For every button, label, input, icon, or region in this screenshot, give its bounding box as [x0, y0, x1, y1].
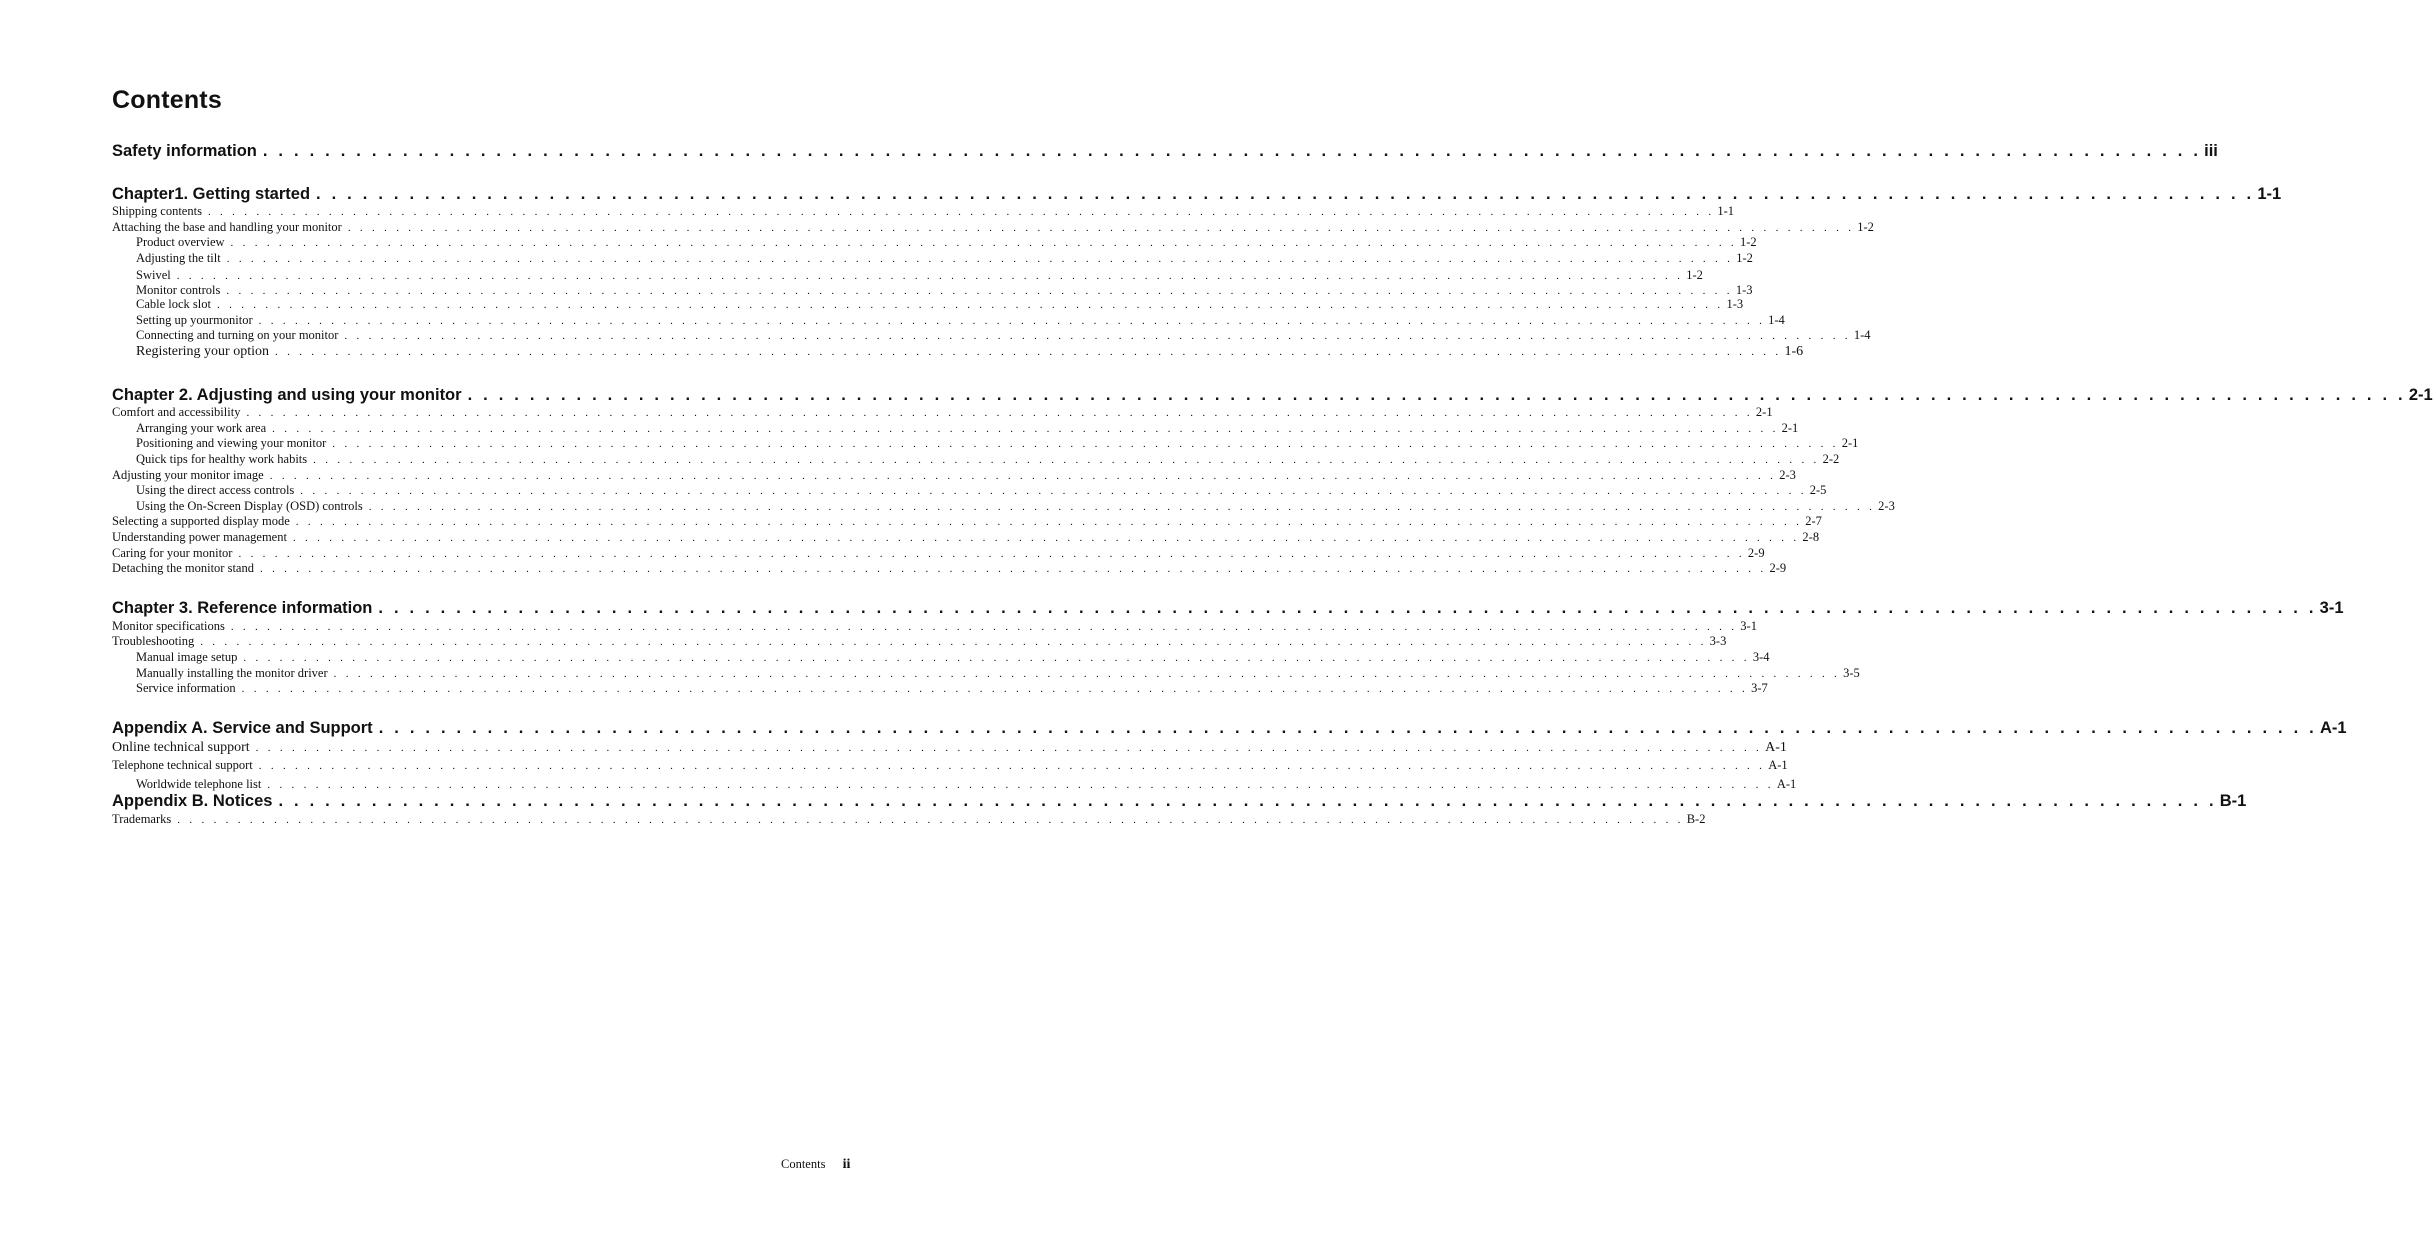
toc-entry[interactable]: [112, 268, 1703, 283]
toc-label: Selecting a supported display mode: [112, 514, 290, 528]
toc-page-number: 3-5: [1843, 666, 1860, 680]
toc-label: Cable lock slot: [136, 297, 211, 311]
toc-page-number: 3-7: [1751, 681, 1768, 695]
toc-label: Online technical support: [112, 740, 250, 755]
dot-leader: . . . . . . . . . . . . . . . . . . . . . . . . . . . . . . . . . . . . . . . . . . . . . . . . . . . . . . . . . . . . . . . . . . . . . . . . . . . . . . . . . . . . . . . . . . . . . . . . . . . . . . . . . . . . . . . . . . . . . . . . . . . . .: [368, 501, 1876, 513]
toc-page-number: 3-4: [1752, 650, 1770, 664]
toc-label: Monitor specifications: [112, 619, 225, 633]
toc-entry[interactable]: [112, 514, 1822, 529]
toc-page-number: 2-3: [1779, 468, 1796, 482]
toc-page-number: 1-1: [2257, 185, 2282, 203]
dot-leader: . . . . . . . . . . . . . . . . . . . . . . . . . . . . . . . . . . . . . . . . . . . . . . . . . . . . . . . . . . . . . . . . . . . . . . . . . . . . . . . . . . . . . . . . . . . . . . . . . . . . . . . . . . . . . . . . . . . . . . . . . . . . .: [217, 299, 1724, 311]
toc-entry[interactable]: [112, 283, 1753, 298]
toc-label: Registering your option: [136, 344, 269, 359]
toc-label: Using the On-Screen Display (OSD) controls: [136, 499, 363, 513]
toc-label: Safety information: [112, 142, 257, 160]
toc-label: Using the direct access controls: [136, 483, 295, 497]
dot-leader: . . . . . . . . . . . . . . . . . . . . . . . . . . . . . . . . . . . . . . . . . . . . . . . . . . . . . . . . . . . . . . . . . . . . . . . . . . . . . . . . . . . . . . . . . . . . . . . . . . . . . . . . . . . . . . . . . . . . . . . . . . . . .: [262, 142, 2202, 160]
toc-label: Comfort and accessibility: [112, 405, 241, 419]
dot-leader: . . . . . . . . . . . . . . . . . . . . . . . . . . . . . . . . . . . . . . . . . . . . . . . . . . . . . . . . . . . . . . . . . . . . . . . . . . . . . . . . . . . . . . . . . . . . . . . . . . . . . . . . . . . . . . . . . . . . . . . . . . . . .: [316, 185, 2255, 203]
toc-entry[interactable]: [112, 297, 1744, 312]
toc-page-number: 1-4: [1768, 313, 1785, 327]
dot-leader: . . . . . . . . . . . . . . . . . . . . . . . . . . . . . . . . . . . . . . . . . . . . . . . . . . . . . . . . . . . . . . . . . . . . . . . . . . . . . . . . . . . . . . . . . . . . . . . . . . . . . . . . . . . . . . . . . . . . . . . . . . . . .: [258, 315, 1766, 327]
toc-page-number: 2-8: [1802, 530, 1820, 544]
dot-leader: . . . . . . . . . . . . . . . . . . . . . . . . . . . . . . . . . . . . . . . . . . . . . . . . . . . . . . . . . . . . . . . . . . . . . . . . . . . . . . . . . . . . . . . . . . . . . . . . . . . . . . . . . . . . . . . . . . . . . . . . . . . . .: [300, 485, 1807, 497]
toc-label: Adjusting the tilt: [136, 251, 221, 265]
toc-heading-chapter-1[interactable]: [112, 185, 2282, 204]
toc-label: Appendix A. Service and Support: [112, 719, 373, 737]
toc-page-number: iii: [2204, 142, 2218, 160]
toc-page-number: A-1: [1776, 777, 1797, 791]
toc-entry[interactable]: [112, 812, 1706, 827]
dot-leader: . . . . . . . . . . . . . . . . . . . . . . . . . . . . . . . . . . . . . . . . . . . . . . . . . . . . . . . . . . . . . . . . . . . . . . . . . . . . . . . . . . . . . . . . . . . . . . . . . . . . . . . . . . . . . . . . . . . . . . . . . . . . .: [258, 760, 1766, 772]
toc-label: Product overview: [136, 235, 225, 249]
footer-page-number: ii: [842, 1157, 851, 1172]
dot-leader: . . . . . . . . . . . . . . . . . . . . . . . . . . . . . . . . . . . . . . . . . . . . . . . . . . . . . . . . . . . . . . . . . . . . . . . . . . . . . . . . . . . . . . . . . . . . . . . . . . . . . . . . . . . . . . . . . . . . . . . . . . . . .: [176, 270, 1684, 282]
dot-leader: . . . . . . . . . . . . . . . . . . . . . . . . . . . . . . . . . . . . . . . . . . . . . . . . . . . . . . . . . . . . . . . . . . . . . . . . . . . . . . . . . . . . . . . . . . . . . . . . . . . . . . . . . . . . . . . . . . . . . . . . . . . . .: [378, 599, 2317, 617]
toc-label: Arranging your work area: [136, 421, 267, 435]
toc-entry[interactable]: [112, 468, 1796, 483]
toc-entry[interactable]: [112, 235, 1757, 250]
dot-leader: . . . . . . . . . . . . . . . . . . . . . . . . . . . . . . . . . . . . . . . . . . . . . . . . . . . . . . . . . . . . . . . . . . . . . . . . . . . . . . . . . . . . . . . . . . . . . . . . . . . . . . . . . . . . . . . . . . . . . . . . . . . . .: [347, 222, 1855, 234]
dot-leader: . . . . . . . . . . . . . . . . . . . . . . . . . . . . . . . . . . . . . . . . . . . . . . . . . . . . . . . . . . . . . . . . . . . . . . . . . . . . . . . . . . . . . . . . . . . . . . . . . . . . . . . . . . . . . . . . . . . . . . . . . . . . .: [275, 346, 1782, 358]
toc-page-number: 1-1: [1717, 204, 1735, 218]
dot-leader: . . . . . . . . . . . . . . . . . . . . . . . . . . . . . . . . . . . . . . . . . . . . . . . . . . . . . . . . . . . . . . . . . . . . . . . . . . . . . . . . . . . . . . . . . . . . . . . . . . . . . . . . . . . . . . . . . . . . . . . . . . . . .: [255, 742, 1763, 754]
dot-leader: . . . . . . . . . . . . . . . . . . . . . . . . . . . . . . . . . . . . . . . . . . . . . . . . . . . . . . . . . . . . . . . . . . . . . . . . . . . . . . . . . . . . . . . . . . . . . . . . . . . . . . . . . . . . . . . . . . . . . . . . . . . . .: [332, 438, 1839, 450]
toc-entry[interactable]: [112, 561, 1787, 576]
toc-page-number: 1-3: [1735, 283, 1753, 297]
dot-leader: . . . . . . . . . . . . . . . . . . . . . . . . . . . . . . . . . . . . . . . . . . . . . . . . . . . . . . . . . . . . . . . . . . . . . . . . . . . . . . . . . . . . . . . . . . . . . . . . . . . . . . . . . . . . . . . . . . . . . . . . . . . . .: [230, 237, 1737, 249]
toc-label: Monitor controls: [136, 283, 221, 297]
toc-label: Troubleshooting: [112, 634, 195, 648]
dot-leader: . . . . . . . . . . . . . . . . . . . . . . . . . . . . . . . . . . . . . . . . . . . . . . . . . . . . . . . . . . . . . . . . . . . . . . . . . . . . . . . . . . . . . . . . . . . . . . . . . . . . . . . . . . . . . . . . . . . . . . . . . . . . .: [344, 330, 1851, 342]
dot-leader: . . . . . . . . . . . . . . . . . . . . . . . . . . . . . . . . . . . . . . . . . . . . . . . . . . . . . . . . . . . . . . . . . . . . . . . . . . . . . . . . . . . . . . . . . . . . . . . . . . . . . . . . . . . . . . . . . . . . . . . . . . . . .: [207, 206, 1715, 218]
dot-leader: . . . . . . . . . . . . . . . . . . . . . . . . . . . . . . . . . . . . . . . . . . . . . . . . . . . . . . . . . . . . . . . . . . . . . . . . . . . . . . . . . . . . . . . . . . . . . . . . . . . . . . . . . . . . . . . . . . . . . . . . . . . . .: [246, 407, 1753, 419]
toc-page-number: 2-2: [1822, 452, 1840, 466]
dot-leader: . . . . . . . . . . . . . . . . . . . . . . . . . . . . . . . . . . . . . . . . . . . . . . . . . . . . . . . . . . . . . . . . . . . . . . . . . . . . . . . . . . . . . . . . . . . . . . . . . . . . . . . . . . . . . . . . . . . . . . . . . . . . .: [313, 454, 1820, 466]
toc-page-number: 1-4: [1853, 328, 1871, 342]
toc-entry[interactable]: [112, 313, 1785, 328]
dot-leader: . . . . . . . . . . . . . . . . . . . . . . . . . . . . . . . . . . . . . . . . . . . . . . . . . . . . . . . . . . . . . . . . . . . . . . . . . . . . . . . . . . . . . . . . . . . . . . . . . . . . . . . . . . . . . . . . . . . . . . . . . . . . .: [243, 652, 1750, 664]
toc-page-number: 2-9: [1769, 561, 1787, 575]
toc-page-number: 1-3: [1726, 297, 1744, 311]
dot-leader: . . . . . . . . . . . . . . . . . . . . . . . . . . . . . . . . . . . . . . . . . . . . . . . . . . . . . . . . . . . . . . . . . . . . . . . . . . . . . . . . . . . . . . . . . . . . . . . . . . . . . . . . . . . . . . . . . . . . . . . . . . . . .: [241, 683, 1749, 695]
toc-page-number: 2-5: [1809, 483, 1827, 497]
toc-page-number: 2-1: [1841, 436, 1859, 450]
toc-entry[interactable]: [112, 740, 1787, 756]
toc-label: Swivel: [136, 268, 171, 282]
dot-leader: . . . . . . . . . . . . . . . . . . . . . . . . . . . . . . . . . . . . . . . . . . . . . . . . . . . . . . . . . . . . . . . . . . . . . . . . . . . . . . . . . . . . . . . . . . . . . . . . . . . . . . . . . . . . . . . . . . . . . . . . . . . . .: [230, 621, 1738, 633]
toc-entry[interactable]: [112, 421, 1799, 436]
page-title: Contents: [112, 86, 222, 114]
toc-label: Manually installing the monitor driver: [136, 666, 328, 680]
toc-entry[interactable]: [112, 436, 1859, 451]
toc-entry[interactable]: [112, 546, 1765, 561]
toc-page-number: 2-7: [1805, 514, 1822, 528]
toc-page-number: 1-6: [1784, 344, 1804, 359]
toc-entry[interactable]: [112, 777, 1797, 792]
dot-leader: . . . . . . . . . . . . . . . . . . . . . . . . . . . . . . . . . . . . . . . . . . . . . . . . . . . . . . . . . . . . . . . . . . . . . . . . . . . . . . . . . . . . . . . . . . . . . . . . . . . . . . . . . . . . . . . . . . . . . . . . . . . . .: [226, 253, 1734, 265]
toc-entry[interactable]: [112, 619, 1757, 634]
toc-label: Chapter 3. Reference information: [112, 599, 373, 617]
toc-label: Chapter 2. Adjusting and using your monitor: [112, 386, 462, 404]
dot-leader: . . . . . . . . . . . . . . . . . . . . . . . . . . . . . . . . . . . . . . . . . . . . . . . . . . . . . . . . . . . . . . . . . . . . . . . . . . . . . . . . . . . . . . . . . . . . . . . . . . . . . . . . . . . . . . . . . . . . . . . . . . . . .: [259, 563, 1767, 575]
toc-page-number: A-1: [2319, 719, 2347, 737]
dot-leader: . . . . . . . . . . . . . . . . . . . . . . . . . . . . . . . . . . . . . . . . . . . . . . . . . . . . . . . . . . . . . . . . . . . . . . . . . . . . . . . . . . . . . . . . . . . . . . . . . . . . . . . . . . . . . . . . . . . . . . . . . . . . .: [333, 668, 1841, 680]
toc-entry[interactable]: [112, 344, 1804, 360]
toc-entry[interactable]: [112, 499, 1895, 514]
toc-label: Chapter1. Getting started: [112, 185, 311, 203]
toc-label: Appendix B. Notices: [112, 792, 273, 810]
toc-page-number: 1-2: [1686, 268, 1703, 282]
toc-label: Service information: [136, 681, 236, 695]
toc-page-number: A-1: [1768, 758, 1788, 772]
toc-page-number: 2-1: [1755, 405, 1773, 419]
toc-label: Caring for your monitor: [112, 546, 233, 560]
toc-entry[interactable]: [112, 666, 1860, 681]
toc-heading-appendix-b[interactable]: [112, 792, 2247, 811]
dot-leader: . . . . . . . . . . . . . . . . . . . . . . . . . . . . . . . . . . . . . . . . . . . . . . . . . . . . . . . . . . . . . . . . . . . . . . . . . . . . . . . . . . . . . . . . . . . . . . . . . . . . . . . . . . . . . . . . . . . . . . . . . . . . .: [226, 285, 1733, 297]
dot-leader: . . . . . . . . . . . . . . . . . . . . . . . . . . . . . . . . . . . . . . . . . . . . . . . . . . . . . . . . . . . . . . . . . . . . . . . . . . . . . . . . . . . . . . . . . . . . . . . . . . . . . . . . . . . . . . . . . . . . . . . . . . . . .: [295, 516, 1803, 528]
toc-page-number: A-1: [1765, 740, 1787, 755]
toc-page-number: 3-1: [1740, 619, 1757, 633]
toc-label: Understanding power management: [112, 530, 287, 544]
toc-label: Attaching the base and handling your monitor: [112, 220, 342, 234]
toc-entry[interactable]: [112, 650, 1770, 665]
toc-entry[interactable]: [112, 634, 1727, 649]
toc-label: Positioning and viewing your monitor: [136, 436, 327, 450]
toc-label: Adjusting your monitor image: [112, 468, 264, 482]
dot-leader: . . . . . . . . . . . . . . . . . . . . . . . . . . . . . . . . . . . . . . . . . . . . . . . . . . . . . . . . . . . . . . . . . . . . . . . . . . . . . . . . . . . . . . . . . . . . . . . . . . . . . . . . . . . . . . . . . . . . . . . . . . . . .: [272, 423, 1779, 435]
toc-page-number: 1-2: [1739, 235, 1757, 249]
toc-page-number: 3-1: [2319, 599, 2344, 617]
toc-page-number: 2-1: [1781, 421, 1799, 435]
toc-heading-safety[interactable]: [112, 142, 2218, 161]
toc-page-number: 2-9: [1747, 546, 1765, 560]
toc-page-number: 1-2: [1736, 251, 1753, 265]
page-footer: [781, 1157, 850, 1173]
dot-leader: . . . . . . . . . . . . . . . . . . . . . . . . . . . . . . . . . . . . . . . . . . . . . . . . . . . . . . . . . . . . . . . . . . . . . . . . . . . . . . . . . . . . . . . . . . . . . . . . . . . . . . . . . . . . . . . . . . . . . . . . . . . . .: [292, 532, 1800, 544]
dot-leader: . . . . . . . . . . . . . . . . . . . . . . . . . . . . . . . . . . . . . . . . . . . . . . . . . . . . . . . . . . . . . . . . . . . . . . . . . . . . . . . . . . . . . . . . . . . . . . . . . . . . . . . . . . . . . . . . . . . . . . . . . . . . .: [467, 386, 2406, 404]
toc-page-number: 1-2: [1857, 220, 1874, 234]
toc-heading-appendix-a[interactable]: [112, 719, 2347, 738]
toc-entry[interactable]: [112, 328, 1871, 343]
toc-page-number: B-1: [2219, 792, 2247, 810]
dot-leader: . . . . . . . . . . . . . . . . . . . . . . . . . . . . . . . . . . . . . . . . . . . . . . . . . . . . . . . . . . . . . . . . . . . . . . . . . . . . . . . . . . . . . . . . . . . . . . . . . . . . . . . . . . . . . . . . . . . . . . . . . . . . .: [238, 548, 1745, 560]
toc-page-number: 3-3: [1709, 634, 1727, 648]
toc-label: Trademarks: [112, 812, 172, 826]
dot-leader: . . . . . . . . . . . . . . . . . . . . . . . . . . . . . . . . . . . . . . . . . . . . . . . . . . . . . . . . . . . . . . . . . . . . . . . . . . . . . . . . . . . . . . . . . . . . . . . . . . . . . . . . . . . . . . . . . . . . . . . . . . . . .: [378, 719, 2317, 737]
toc-heading-chapter-2[interactable]: [112, 386, 2433, 405]
dot-leader: . . . . . . . . . . . . . . . . . . . . . . . . . . . . . . . . . . . . . . . . . . . . . . . . . . . . . . . . . . . . . . . . . . . . . . . . . . . . . . . . . . . . . . . . . . . . . . . . . . . . . . . . . . . . . . . . . . . . . . . . . . . . .: [177, 814, 1684, 826]
toc-label: Worldwide telephone list: [136, 777, 262, 791]
toc-page-number: B-2: [1686, 812, 1706, 826]
dot-leader: . . . . . . . . . . . . . . . . . . . . . . . . . . . . . . . . . . . . . . . . . . . . . . . . . . . . . . . . . . . . . . . . . . . . . . . . . . . . . . . . . . . . . . . . . . . . . . . . . . . . . . . . . . . . . . . . . . . . . . . . . . . . .: [278, 792, 2217, 810]
toc-entry[interactable]: [112, 220, 1874, 235]
dot-leader: . . . . . . . . . . . . . . . . . . . . . . . . . . . . . . . . . . . . . . . . . . . . . . . . . . . . . . . . . . . . . . . . . . . . . . . . . . . . . . . . . . . . . . . . . . . . . . . . . . . . . . . . . . . . . . . . . . . . . . . . . . . . .: [267, 779, 1774, 791]
toc-entry[interactable]: [112, 251, 1753, 266]
toc-label: Quick tips for healthy work habits: [136, 452, 308, 466]
toc-label: Connecting and turning on your monitor: [136, 328, 339, 342]
toc-label: Telephone technical support: [112, 758, 253, 772]
toc-entry[interactable]: [112, 452, 1840, 467]
toc-entry[interactable]: [112, 681, 1768, 696]
toc-heading-chapter-3[interactable]: [112, 599, 2344, 618]
toc-entry[interactable]: [112, 405, 1773, 420]
toc-page-number: 2-3: [1878, 499, 1895, 513]
dot-leader: . . . . . . . . . . . . . . . . . . . . . . . . . . . . . . . . . . . . . . . . . . . . . . . . . . . . . . . . . . . . . . . . . . . . . . . . . . . . . . . . . . . . . . . . . . . . . . . . . . . . . . . . . . . . . . . . . . . . . . . . . . . . .: [200, 636, 1707, 648]
toc-entry[interactable]: [112, 204, 1735, 219]
toc-label: Detaching the monitor stand: [112, 561, 254, 575]
toc-label: Manual image setup: [136, 650, 238, 664]
toc-entry[interactable]: [112, 758, 1788, 773]
footer-label: Contents: [781, 1157, 826, 1171]
toc-label: Shipping contents: [112, 204, 202, 218]
toc-label: Setting up yourmonitor: [136, 313, 253, 327]
toc-page-number: 2-1: [2408, 386, 2433, 404]
toc-entry[interactable]: [112, 530, 1820, 545]
toc-entry[interactable]: [112, 483, 1827, 498]
dot-leader: . . . . . . . . . . . . . . . . . . . . . . . . . . . . . . . . . . . . . . . . . . . . . . . . . . . . . . . . . . . . . . . . . . . . . . . . . . . . . . . . . . . . . . . . . . . . . . . . . . . . . . . . . . . . . . . . . . . . . . . . . . . . .: [269, 470, 1777, 482]
